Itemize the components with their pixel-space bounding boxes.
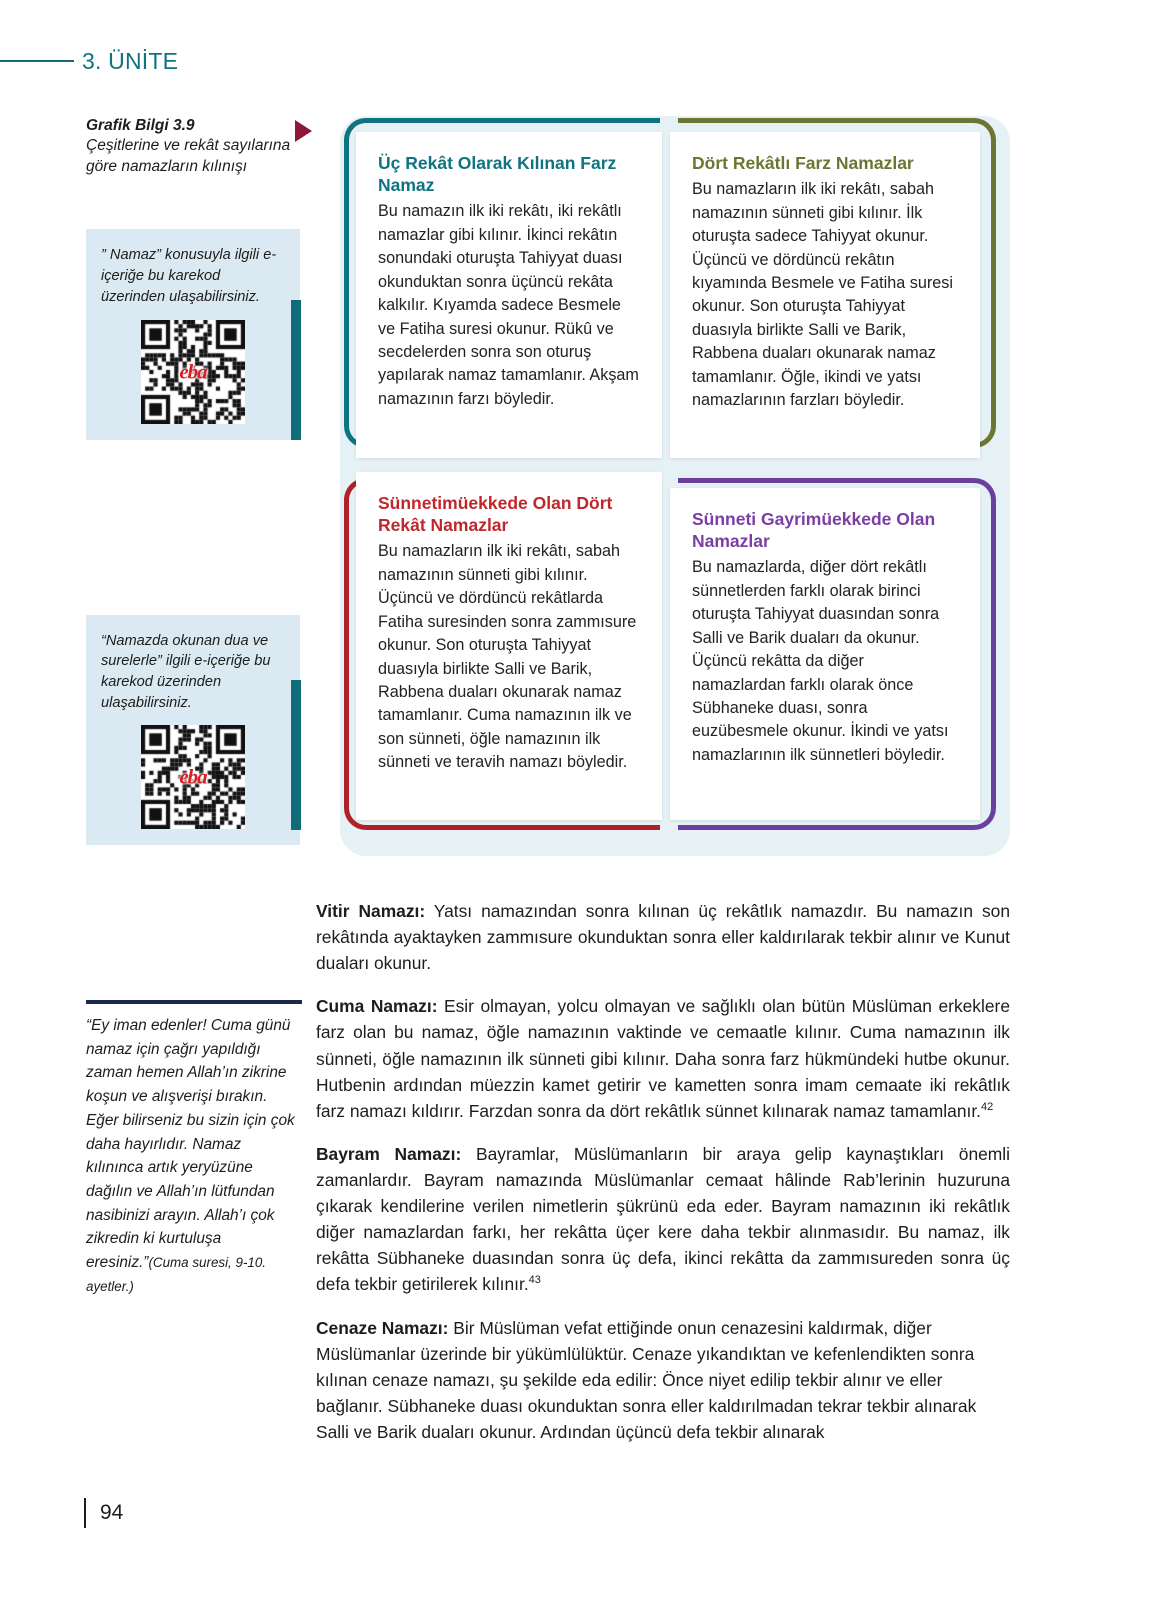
- sidebar-accent-bar: [291, 300, 301, 440]
- qr-box-dua-text: “Namazda okunan dua ve surelerle” ilgili e-içeriğe bu karekod üzerinden ulaşabilirsiniz.: [101, 632, 271, 711]
- unit-label: 3. ÜNİTE: [82, 47, 179, 74]
- left-sidebar: [86, 116, 300, 845]
- card-sunneti-gayrimuekkede: [670, 488, 980, 820]
- page-number: 94: [100, 1501, 124, 1524]
- eba-logo: eba: [179, 359, 207, 384]
- card-body: Bu namazlarda, diğer dört rekâtlı sünnetlerden farklı olarak birinci oturuşta Tahiyyat duasından sonra Salli ve Barik duaları da okunur. Üçüncü rekâtta da diğer namazlardan farklı olarak önce Sübhaneke duası, sonra euzübesmele okunur. İkindi ve yatsı namazlarının ilk sünnetleri böyledir.: [692, 558, 949, 764]
- main-text-column: [316, 898, 1010, 1462]
- paragraph-lead: Vitir Namazı:: [316, 901, 426, 921]
- paragraph-text: Yatsı namazından sonra kılınan üç rekâtlık namazdır. Bu namazın son rekâtında ayaktayken zammısure okunduktan sonra eller kaldırılarak tekbir alınır ve Kunut duaları okunur.: [316, 901, 1010, 974]
- quote-source: (Cuma suresi, 9-10. ayetler.): [86, 1255, 267, 1294]
- paragraph-text: Bayramlar, Müslümanların bir araya gelip kaynaştıkları önemli zamanlardır. Bayram namazında Müslümanlar cemaat hâlinde Rab’lerinin huzuruna çıkarak kendilerine verilen nimetlerin şükrünü eda eder. Bayram namazının iki rekâtlık diğer namazlardan farkı, her rekâtta üçer kere daha tekbir alınmasıdır. Bu namaz, ilk rekâtta Sübhaneke duasından sonra üç defa, ikinci rekâtta da zammısureden sonra üç defa tekbir getirilerek kılınır.: [316, 1143, 1010, 1295]
- unit-header: [0, 44, 300, 78]
- quote-top-rule: [86, 1000, 302, 1004]
- card-title: Dört Rekâtlı Farz Namazlar: [692, 153, 914, 173]
- card-uc-rekat-farz: [356, 132, 662, 458]
- qr-code-icon[interactable]: [141, 320, 245, 424]
- header-rule: [0, 60, 74, 62]
- qr-box-namaz: [86, 229, 300, 439]
- quote-text: [86, 1014, 302, 1299]
- paragraph-lead: Bayram Namazı:: [316, 1143, 462, 1164]
- paragraph-bayram: [316, 1141, 1010, 1298]
- figure-caption-title: Grafik Bilgi 3.9: [86, 117, 195, 134]
- card-sunnetimuekkede: [356, 472, 662, 820]
- card-dort-rekatli-farz: [670, 132, 980, 458]
- paragraph-cuma: [316, 993, 1010, 1124]
- eba-logo: eba: [179, 764, 207, 789]
- paragraph-text: Esir olmayan, yolcu olmayan ve sağlıklı olan bütün Müslüman erkeklere farz olan bu namaz, öğle namazının vaktinde ve cemaatle kılınır. Cuma namazının ilk sünneti, öğle namazının ilk sünneti gibi kılınır. Daha sonra farz hükmündeki hutbe okunur. Hutbenin ardından müezzin kamet getirir ve kametten sonra imam cemaate iki rekâtlık farz namazı kıldırır. Farzdan sonra da dört rekâtlık sünnet kılınarak namaz tamamlanır.: [316, 996, 1011, 1121]
- card-body: Bu namazların ilk iki rekâtı, sabah namazının sünneti gibi kılınır. Üçüncü ve dördüncü rekâtlarda Fatiha suresinden sonra zammısure okunur. Son oturuşta Tahiyyat duasıyla birlikte Salli ve Barik, Rabbena duaları okunarak namaz tamamlanır. Cuma namazının ilk ve son sünneti, öğle namazının ilk sünneti ve teravih namazı böyledir.: [378, 542, 637, 772]
- qr-code-icon[interactable]: [141, 725, 245, 829]
- card-body: Bu namazın ilk iki rekâtı, iki rekâtlı namazlar gibi kılınır. İkinci rekâtın sonundaki oturuşta Tahiyyat duası okunduktan sonra üçüncü rekâta kalkılır. Kıyamda sadece Besmele ve Fatiha suresi okunur. Rükû ve secdelerden sonra son oturuş yapılarak namaz tamamlanır. Akşam namazının farzı böyledir.: [378, 202, 639, 408]
- page-footer: [84, 1498, 123, 1528]
- card-title: Sünneti Gayrimüekkede Olan Namazlar: [692, 509, 936, 552]
- paragraph-cenaze: [316, 1315, 1010, 1446]
- figure-caption-subtitle: Çeşitlerine ve rekât sayılarına göre namazların kılınışı: [86, 137, 291, 175]
- footnote-marker: 42: [981, 1100, 994, 1113]
- card-body: Bu namazların ilk iki rekâtı, sabah namazının sünneti gibi kılınır. İlk oturuşta sadece Tahiyyat okunur. Üçüncü ve dördüncü rekâtın kıyamında Besmele ve Fatiha suresi okunur. Son oturuşta Tahiyyat duasıyla birlikte Salli ve Barik, Rabbena duaları okunarak namaz tamamlanır. Öğle, ikindi ve yatsı namazlarının farzları böyledir.: [692, 180, 953, 410]
- qr-box-namaz-text: ” Namaz” konusuyla ilgili e-içeriğe bu karekod üzerinden ulaşabilirsiniz.: [101, 247, 277, 305]
- quote-body: “Ey iman edenler! Cuma günü namaz için çağrı yapıldığı zaman hemen Allah’ın zikrine koşun ve alışverişi bırakın. Eğer bilirseniz bu sizin için çok daha hayırlıdır. Namaz kılınınca artık yeryüzüne dağılın ve Allah’ın lütfundan nasibinizi arayın. Allah’ı çok zikredin ki kurtuluşa eresiniz.”: [86, 1017, 295, 1272]
- paragraph-lead: Cuma Namazı:: [316, 996, 438, 1017]
- ayet-quote-box: [86, 1000, 302, 1299]
- footer-rule: [84, 1498, 86, 1528]
- graphic-info-panel: [330, 106, 1010, 856]
- footnote-marker: 43: [528, 1274, 541, 1287]
- figure-caption: [86, 116, 300, 177]
- paragraph-vitir: [316, 898, 1010, 976]
- paragraph-text: Bir Müslüman vefat ettiğinde onun cenazesini kaldırmak, diğer Müslümanlar üzerinde bir yükümlülüktür. Cenaze yıkandıktan ve kefenlendikten sonra kılınan cenaze namazı, şu şekilde eda edilir: Önce niyet edilip tekbir alınır ve eller bağlanır. Sübhaneke duası okunduktan sonra eller kaldırılmadan tekrar tekbir alınarak Salli ve Barik duaları okunur. Ardından üçüncü defa tekbir alınarak: [316, 1317, 977, 1442]
- sidebar-accent-bar: [291, 680, 301, 830]
- triangle-right-icon: [295, 120, 312, 142]
- card-title: Üç Rekât Olarak Kılınan Farz Namaz: [378, 153, 617, 196]
- paragraph-lead: Cenaze Namazı:: [316, 1317, 449, 1338]
- qr-box-dua: [86, 615, 300, 846]
- card-title: Sünnetimüekkede Olan Dört Rekât Namazlar: [378, 493, 613, 536]
